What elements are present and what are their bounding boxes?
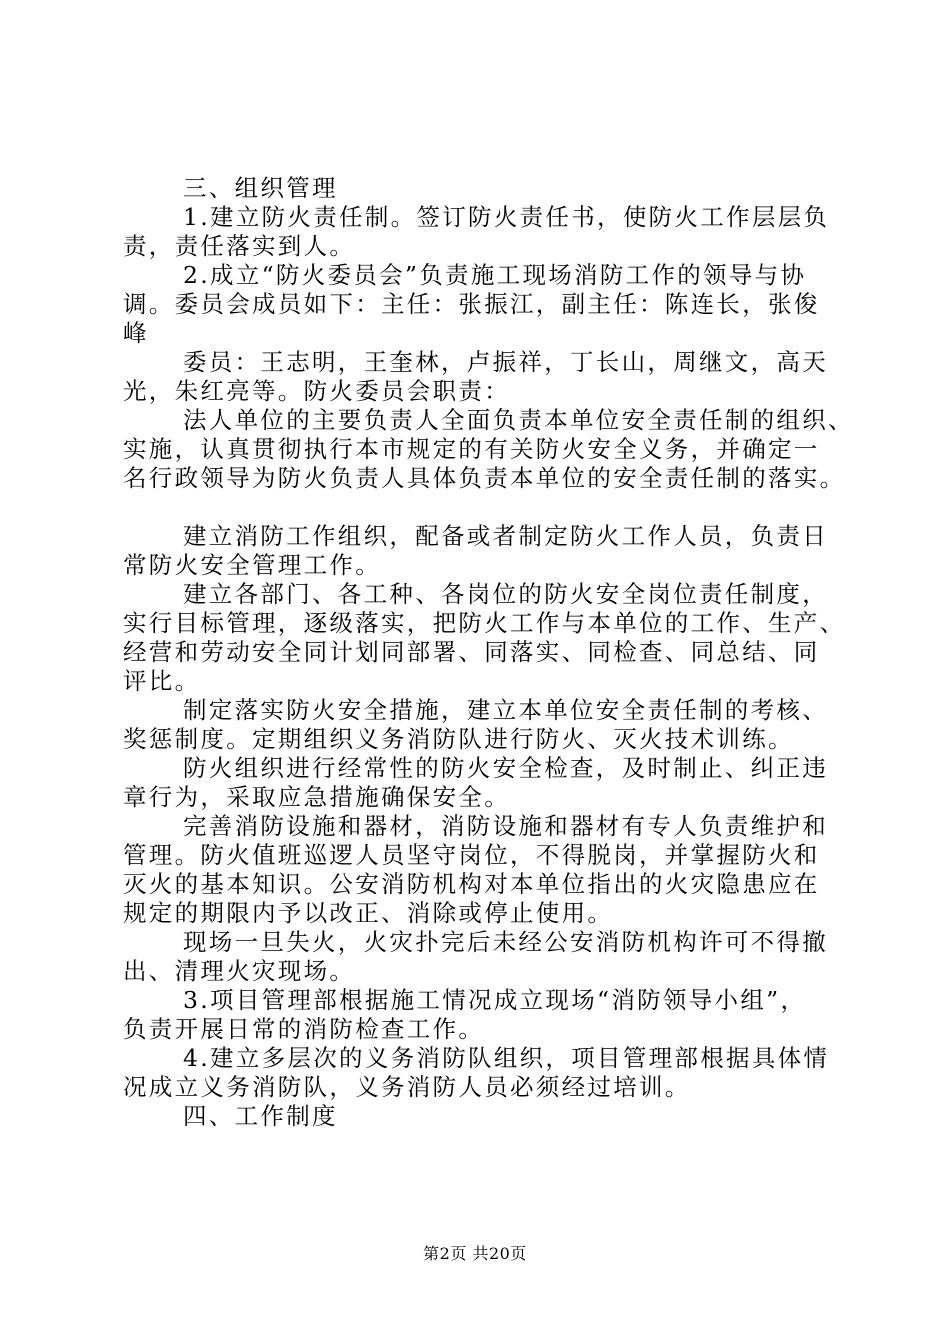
text-line: 出、清理火灾现场。	[123, 957, 356, 985]
text-line: 实施，认真贯彻执行本市规定的有关防火安全义务，并确定一	[123, 435, 820, 463]
text-line: 光，朱红亮等。防火委员会职责：	[123, 377, 510, 405]
text-line: 灭火的基本知识。公安消防机构对本单位指出的火灾隐患应在	[123, 870, 820, 898]
text-line: 名行政领导为防火负责人具体负责本单位的安全责任制的落实。	[123, 464, 846, 492]
text-line: 现场一旦失火，火灾扑完后未经公安消防机构许可不得撤	[183, 928, 828, 956]
text-line: 调。委员会成员如下：主任：张振江，副主任：陈连长，张俊	[123, 290, 820, 318]
text-line: 法人单位的主要负责人全面负责本单位安全责任制的组织、	[183, 406, 854, 434]
text-line: 峰	[123, 319, 149, 347]
text-line: 章行为，采取应急措施确保安全。	[123, 783, 510, 811]
text-line: 完善消防设施和器材，消防设施和器材有专人负责维护和	[183, 812, 828, 840]
text-line: 2.成立“防火委员会”负责施工现场消防工作的领导与协	[183, 261, 807, 289]
text-line: 实行目标管理，逐级落实，把防火工作与本单位的工作、生产、	[123, 609, 846, 637]
page-number-footer: 第2页 共20页	[423, 1244, 527, 1263]
text-line: 经营和劳动安全同计划同部署、同落实、同检查、同总结、同	[123, 638, 820, 666]
text-line: 建立各部门、各工种、各岗位的防火安全岗位责任制度，	[183, 580, 828, 608]
section-heading: 三、组织管理	[183, 174, 338, 202]
text-line: 防火组织进行经常性的防火安全检查，及时制止、纠正违	[183, 754, 828, 782]
text-line: 管理。防火值班巡逻人员坚守岗位，不得脱岗，并掌握防火和	[123, 841, 820, 869]
text-line: 4.建立多层次的义务消防队组织，项目管理部根据具体情	[183, 1044, 830, 1072]
document-body	[123, 174, 854, 1131]
text-line: 制定落实防火安全措施，建立本单位安全责任制的考核、	[183, 696, 828, 724]
text-line: 3.项目管理部根据施工情况成立现场“消防领导小组”，	[183, 986, 807, 1014]
text-line: 规定的期限内予以改正、消除或停止使用。	[123, 899, 614, 927]
text-line: 责，责任落实到人。	[123, 232, 356, 260]
text-line: 常防火安全管理工作。	[123, 551, 381, 579]
paragraph-gap	[123, 493, 843, 522]
text-line: 委员：王志明，王奎林，卢振祥，丁长山，周继文，高天	[183, 348, 828, 376]
text-line: 评比。	[123, 667, 201, 695]
text-line: 奖惩制度。定期组织义务消防队进行防火、灭火技术训练。	[123, 725, 794, 753]
text-line: 1.建立防火责任制。签订防火责任书，使防火工作层层负	[183, 203, 830, 231]
text-line: 负责开展日常的消防检查工作。	[123, 1015, 485, 1043]
text-line: 况成立义务消防队，义务消防人员必须经过培训。	[123, 1073, 691, 1101]
section-heading: 四、工作制度	[183, 1102, 338, 1130]
text-line: 建立消防工作组织，配备或者制定防火工作人员，负责日	[183, 522, 828, 550]
